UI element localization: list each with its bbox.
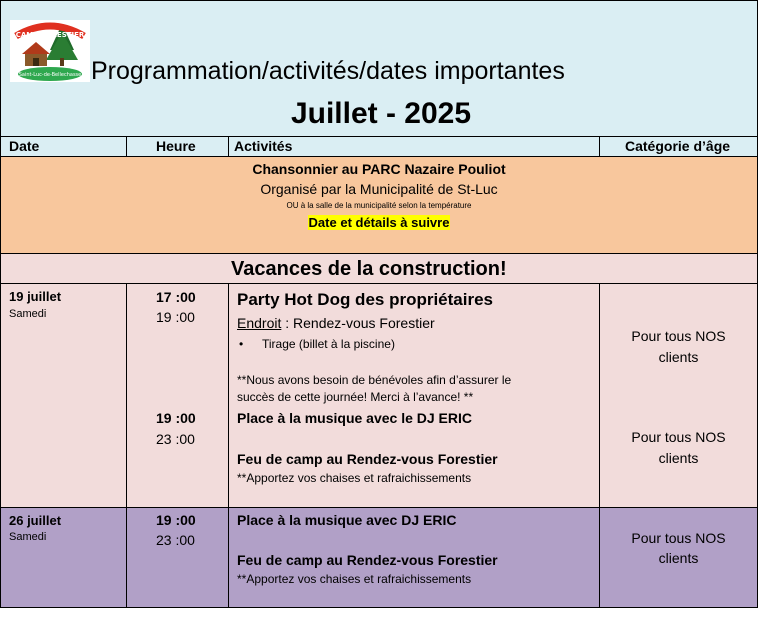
bullet-dot: • (239, 337, 244, 351)
location-label: Endroit (237, 315, 282, 331)
category-line: clients (658, 450, 699, 466)
camp-forestier-logo (10, 20, 90, 82)
column-categorie: Catégorie d’âge (625, 138, 731, 154)
schedule-row-26-juillet (1, 508, 757, 607)
divider (599, 136, 600, 157)
schedule-row-19-juillet (1, 284, 757, 508)
activity-note-line: succès de cette journée! Merci à l’avance! ** (237, 390, 474, 404)
category-line: Pour tous NOS (631, 429, 726, 445)
activity-location (237, 315, 435, 331)
activity-title: Place à la musique avec DJ ERIC (237, 512, 457, 528)
time-start: 19 :00 (156, 512, 196, 528)
divider (126, 136, 127, 157)
divider (126, 284, 127, 607)
divider (228, 136, 229, 157)
logo-text-bottom: Saint-Luc-de-Bellechasse (18, 72, 82, 78)
column-activites: Activités (234, 138, 293, 154)
activity-bullet: Tirage (billet à la piscine) (262, 337, 395, 351)
activity-note-line: **Nous avons besoin de bénévoles afin d’assurer le (237, 373, 512, 387)
announcement-title: Chansonnier au PARC Nazaire Pouliot (252, 161, 506, 177)
time-end: 19 :00 (156, 309, 195, 325)
row-date: 19 juillet (9, 289, 62, 304)
row-date: 26 juillet (9, 513, 62, 528)
time-end: 23 :00 (156, 431, 195, 447)
page-title: Programmation/activités/dates importantes (91, 57, 565, 85)
activity-note: **Apportez vos chaises et rafraichissements (237, 572, 472, 586)
announcement-block (1, 157, 757, 254)
activity-note: **Apportez vos chaises et rafraichissements (237, 471, 472, 485)
page-subtitle: Juillet - 2025 (290, 97, 472, 130)
logo-text-top: CAMP FORESTIER (15, 31, 85, 39)
category-line: Pour tous NOS (631, 530, 726, 546)
activity-title: Feu de camp au Rendez-vous Forestier (237, 451, 498, 467)
row-day: Samedi (9, 531, 47, 543)
time-start: 19 :00 (156, 410, 196, 426)
highlighted-text: Date et détails à suivre (308, 215, 450, 230)
time-end: 23 :00 (156, 532, 195, 548)
announcement-details (1, 215, 757, 230)
activity-title: Feu de camp au Rendez-vous Forestier (237, 552, 498, 568)
column-header-row (1, 136, 757, 157)
announcement-organizer: Organisé par la Municipalité de St-Luc (260, 181, 498, 197)
activity-title: Place à la musique avec le DJ ERIC (237, 410, 473, 426)
announcement-alternative: OU à la salle de la municipalité selon la température (286, 201, 472, 210)
time-start: 17 :00 (156, 289, 196, 305)
page-header (1, 1, 757, 136)
column-date: Date (9, 138, 40, 154)
location-value: : Rendez-vous Forestier (281, 315, 435, 331)
divider (228, 284, 229, 607)
activity-title: Party Hot Dog des propriétaires (237, 290, 494, 309)
section-title: Vacances de la construction! (231, 258, 507, 280)
category-line: Pour tous NOS (631, 328, 726, 344)
column-heure: Heure (156, 138, 196, 154)
category-line: clients (658, 349, 699, 365)
row-day: Samedi (9, 308, 47, 320)
divider (599, 284, 600, 607)
section-banner (1, 254, 757, 284)
category-line: clients (658, 550, 699, 566)
